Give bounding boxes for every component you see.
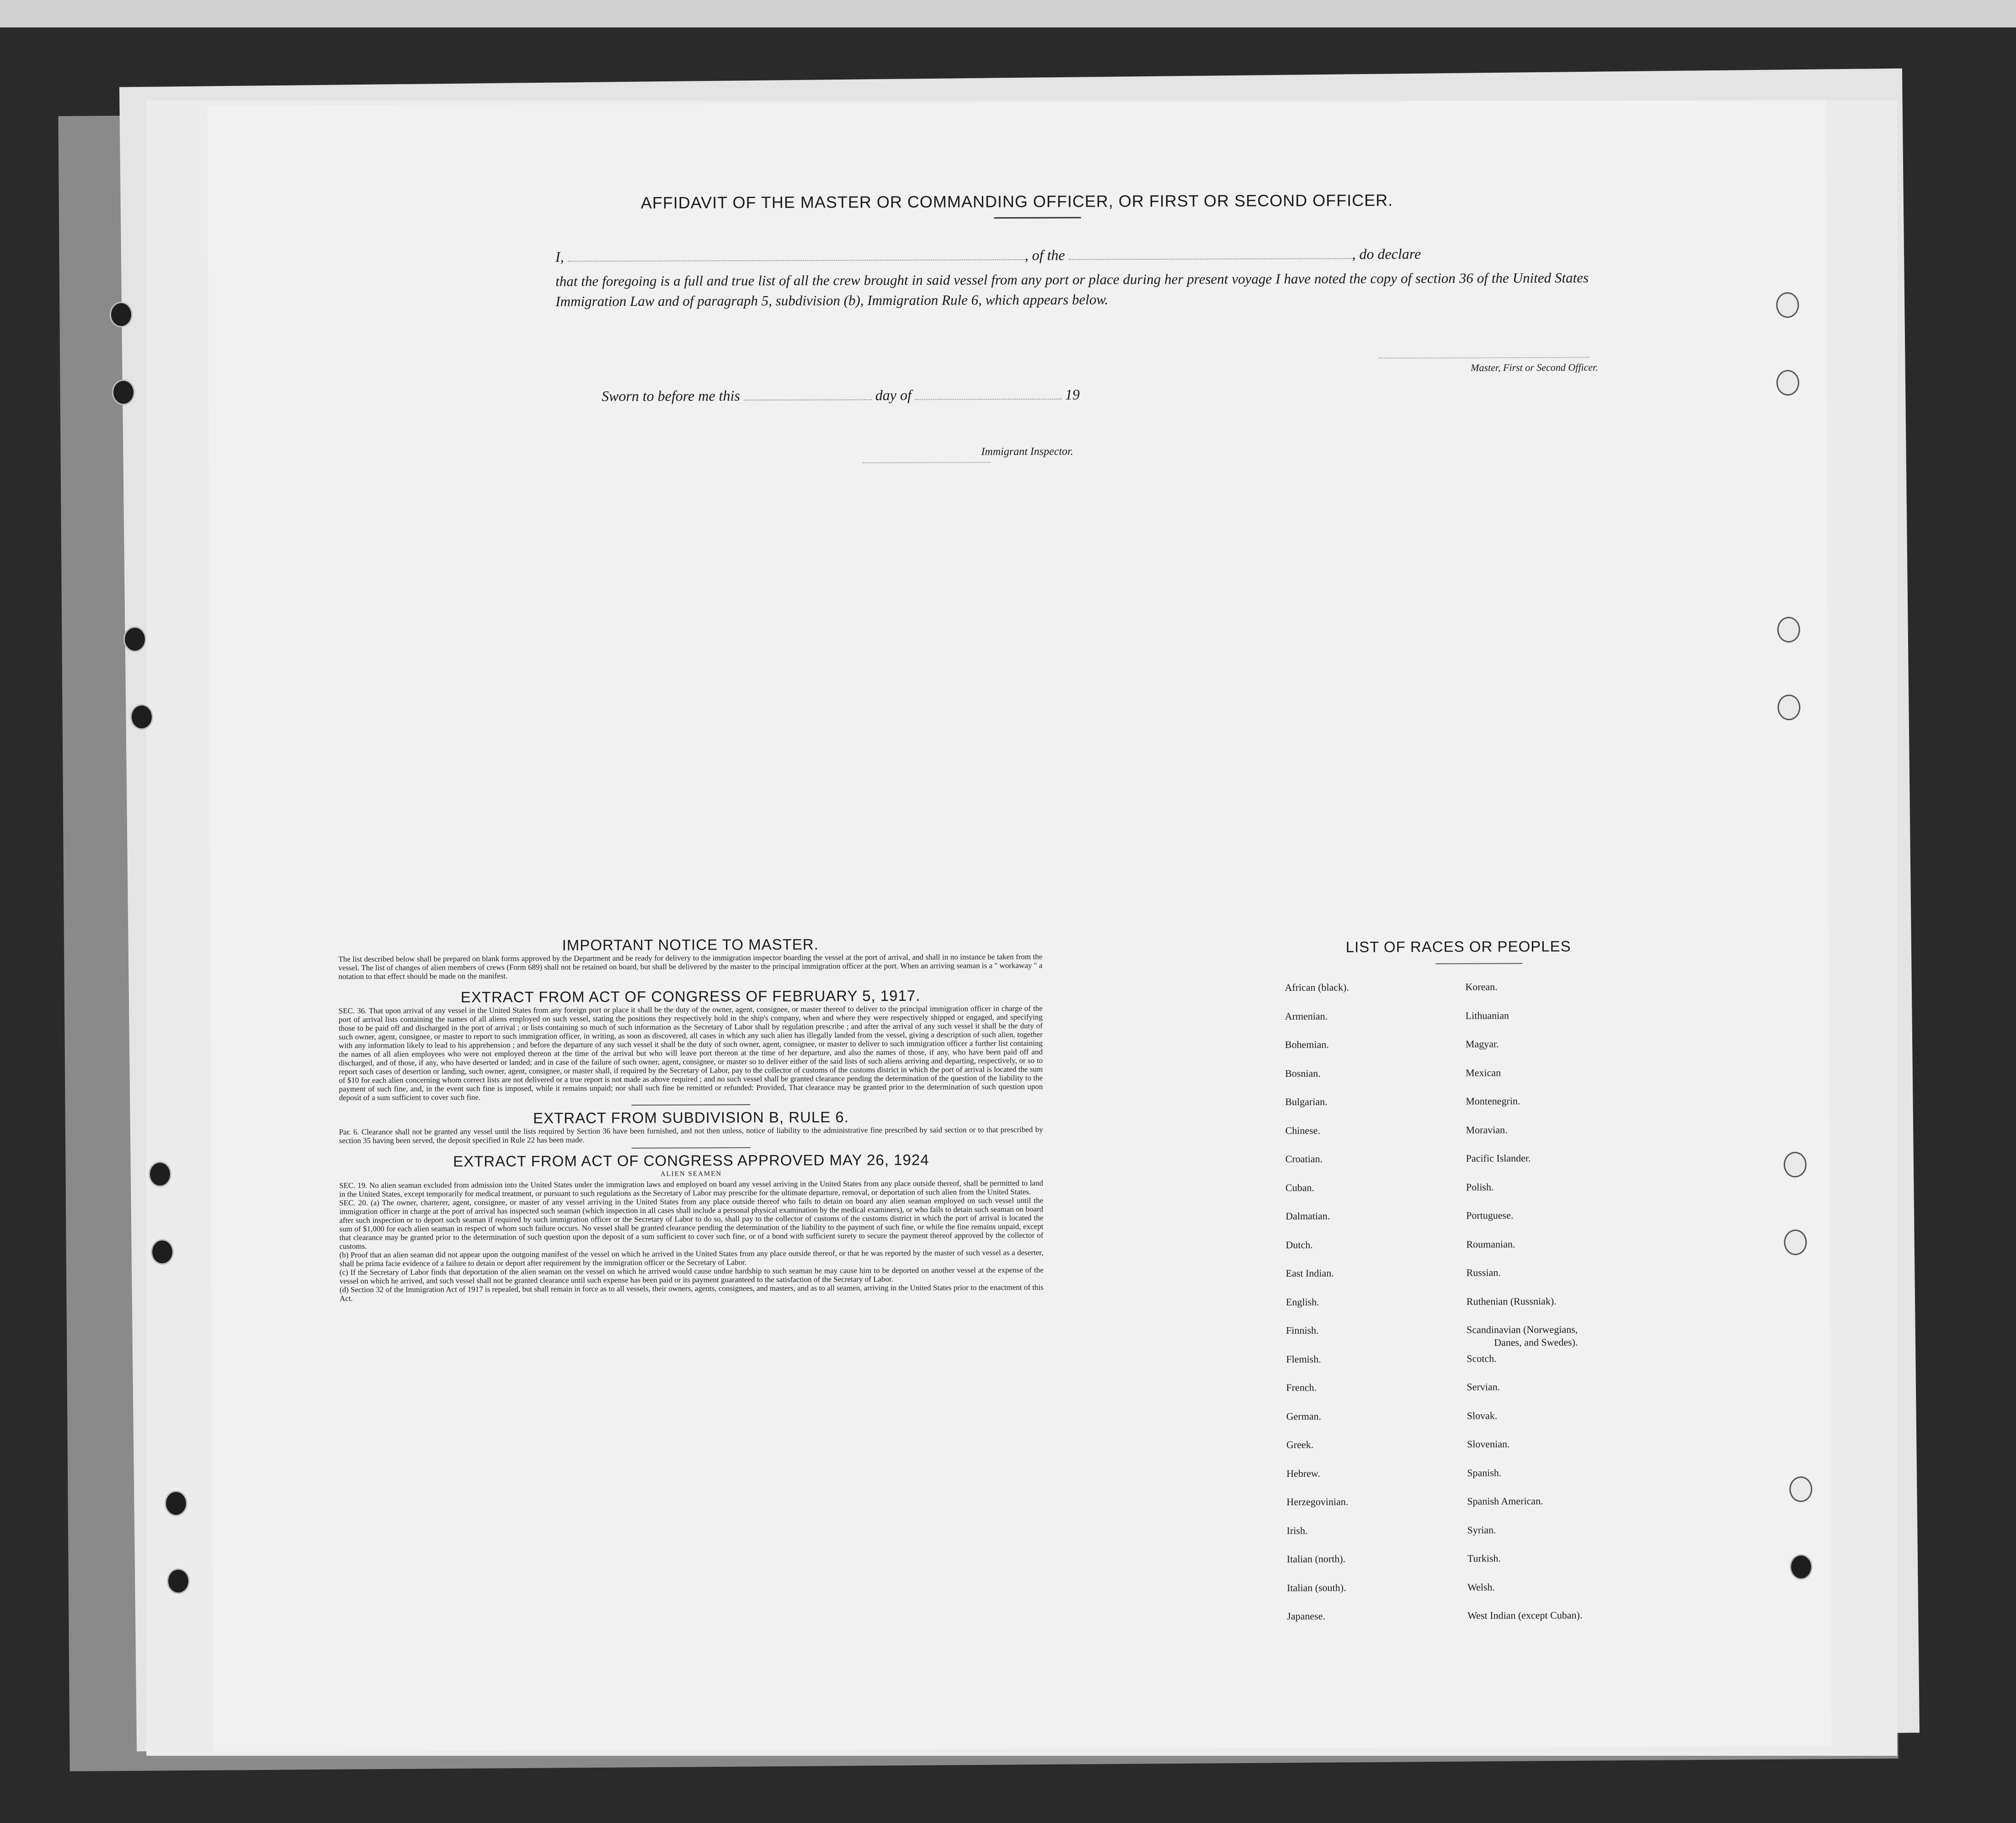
race-item: Bohemian. bbox=[1285, 1038, 1329, 1050]
punch-hole bbox=[149, 1161, 171, 1187]
race-item: Herzegovinian. bbox=[1286, 1496, 1349, 1508]
race-item: Servian. bbox=[1467, 1381, 1500, 1393]
sec19-text: SEC. 19. No alien seaman excluded from admission into the United States under the immigration laws and employed on board any vessel arriving in the United States from any place outside thereof, shall be permitted to land in the United States, except temporarily for medical treatment, or pursuant to such regulations as the Secretary of Labor may prescribe for the ultimate departure, removal, or deportation of such alien from the United States. bbox=[339, 1178, 1043, 1199]
punch-hole bbox=[1776, 370, 1799, 396]
race-item: Lithuanian bbox=[1465, 1009, 1509, 1021]
signature-label: Master, First or Second Officer. bbox=[1471, 361, 1598, 374]
race-item: Magyar. bbox=[1465, 1038, 1499, 1050]
punch-hole bbox=[165, 1491, 187, 1516]
punch-hole bbox=[1776, 292, 1799, 318]
divider bbox=[631, 1104, 750, 1106]
vessel-field[interactable] bbox=[1068, 246, 1352, 260]
extract2-text: Par. 6. Clearance shall not be granted any vessel until the lists required by Section 36 have been furnished, and not then unless, notice of liability to the administrative fine prescribed by said section or to that prescribed by section 35 having been served, the deposit specified in Rule 22 has been made. bbox=[339, 1125, 1043, 1145]
race-item: Dutch. bbox=[1285, 1239, 1313, 1251]
race-item: Portuguese. bbox=[1466, 1209, 1514, 1221]
divider bbox=[632, 1147, 751, 1149]
race-item: Scandinavian (Norwegians, bbox=[1467, 1323, 1578, 1336]
inspector-signature-field[interactable] bbox=[862, 462, 990, 463]
declaration-text: that the foregoing is a full and true list of all the crew brought in said vessel from any port or place during her present voyage I have noted the copy of section 36 of the United States Immigration Law and of paragraph 5, subdivision (b), Immigration Rule 6, which appears below. bbox=[555, 269, 1589, 310]
race-item: Montenegrin. bbox=[1466, 1095, 1520, 1107]
form-page bbox=[208, 100, 1832, 1752]
race-item: Bulgarian. bbox=[1285, 1096, 1328, 1107]
extract3-subtitle: ALIEN SEAMEN bbox=[660, 1170, 722, 1178]
punch-hole bbox=[130, 704, 153, 730]
affidavit-title: AFFIDAVIT OF THE MASTER OR COMMANDING OFFICER, OR FIRST OR SECOND OFFICER. bbox=[640, 191, 1393, 212]
punch-hole bbox=[1784, 1152, 1807, 1177]
punch-hole bbox=[1789, 1476, 1812, 1502]
day-of-label: day of bbox=[875, 386, 912, 404]
day-field[interactable] bbox=[744, 388, 872, 401]
race-item: Korean. bbox=[1465, 981, 1498, 993]
punch-hole bbox=[151, 1239, 174, 1265]
race-item: Roumanian. bbox=[1466, 1238, 1515, 1250]
race-item: Ruthenian (Russniak). bbox=[1466, 1295, 1557, 1307]
scanner-frame-top bbox=[0, 0, 2016, 27]
punch-hole bbox=[123, 626, 146, 652]
name-field[interactable] bbox=[567, 247, 1024, 262]
race-item: Moravian. bbox=[1466, 1123, 1508, 1136]
extract1-text: SEC. 36. That upon arrival of any vessel in the United States from any foreign port or place it shall be the duty of the owner, agent, consignee, or master thereof to deliver to the principal immigration officer in charge of the port of arrival lists containing the names of all aliens employed on such vessel, stating the positions they respectively hold in the ship's company, when and where they were respectively shipped or engaged, and specifying those to be paid off and discharged in the port of arrival ; or lists containing so much of such information as the Secretary of Labor shall by regulation prescribe ; and after the arrival of any such vessel it shall be the duty of such owner, agent, consignee, or master to report to such immigration officer, in writing, as soon as discovered, all cases in which any such alien has illegally landed from the vessel, giving a description of such alien, together with any information likely to lead to his apprehension ; and before the departure of any such vessel it shall be the duty of such owner, agent, consignee, or master to deliver to such immigration officer a further list containing the names of all alien employees who were not employed thereon at the time of the arrival but who will leave port thereon at the time of her departure, and also the names of those, if any, who have been paid off and discharged, and of those, if any, who have deserted or landed; and in case of the failure of such owner, agent, consignee, or master so to deliver either of the said lists of such aliens arriving and departing, respectively, or so to report such cases of desertion or landing, such owner, agent, consignee, or master shall, if required by the Secretary of Labor, pay to the collector of customs of the customs district in which the port of arrival is located the sum of $10 for each alien concerning whom correct lists are not delivered or a true report is not made as above required ; and no such vessel shall be granted clearance pending the determination of the question of the liability to the payment of such fine, and, in the event such fine is imposed, while it remains unpaid; nor shall such fine be remitted or refunded: Provided, That clearance may be granted prior to the determination of such question upon deposit of a sum sufficient to cover such fine. bbox=[338, 1004, 1043, 1102]
notice-column bbox=[338, 935, 1044, 1303]
race-item: Turkish. bbox=[1467, 1552, 1501, 1564]
divider bbox=[1435, 963, 1522, 964]
sec20d-text: (d) Section 32 of the Immigration Act of 1917 is repealed, but shall remain in force as to all vessels, their owners, agents, consignees, and masters, and as to all seamen, arriving in the United States prior to the enactment of this Act. bbox=[339, 1283, 1044, 1303]
race-item: Welsh. bbox=[1467, 1581, 1495, 1593]
declaration-end: , do declare bbox=[1352, 245, 1421, 262]
race-item: French. bbox=[1286, 1381, 1317, 1393]
race-item: German. bbox=[1286, 1410, 1322, 1422]
race-item: Slovenian. bbox=[1467, 1438, 1510, 1450]
notice-title: IMPORTANT NOTICE TO MASTER. bbox=[562, 936, 819, 954]
extract3-title: EXTRACT FROM ACT OF CONGRESS APPROVED MAY 26, 1924 bbox=[453, 1151, 929, 1170]
punch-hole bbox=[1784, 1230, 1807, 1255]
race-item: Spanish American. bbox=[1467, 1495, 1543, 1507]
punch-hole bbox=[112, 380, 135, 405]
year-label: 19 bbox=[1065, 386, 1080, 403]
race-item: Finnish. bbox=[1286, 1324, 1319, 1336]
punch-hole bbox=[1777, 695, 1800, 720]
race-item: Bosnian. bbox=[1285, 1067, 1321, 1079]
punch-hole bbox=[110, 302, 133, 327]
notice-text: The list described below shall be prepared on blank forms approved by the Department and be ready for delivery to the immigration inspector boarding the vessel at the port of arrival, and shall in no instance be taken from the vessel. The list of changes of alien members of crews (Form 689) shall not be retained on board, but shall be delivered by the master to the principal immigration officer at the port. When an arriving seaman is a " workaway " a notation to that effect should be made on the manifest. bbox=[338, 952, 1043, 981]
sec20b-text: (b) Proof that an alien seaman did not appear upon the outgoing manifest of the vessel on which he arrived in the United States from any place outside thereof, or that he was reported by the master of such vessel as a deserter, shall be prima facie evidence of a failure to detain or deport after requirement by the immigration officer or the Secretary of Labor. bbox=[339, 1248, 1044, 1268]
race-item: Hebrew. bbox=[1286, 1467, 1320, 1479]
declaration-mid: , of the bbox=[1024, 246, 1065, 263]
race-item: Armenian. bbox=[1285, 1010, 1328, 1022]
race-item: Chinese. bbox=[1285, 1124, 1320, 1136]
race-item: Danes, and Swedes). bbox=[1494, 1336, 1578, 1348]
race-item: Mexican bbox=[1466, 1066, 1501, 1079]
race-item: Italian (south). bbox=[1287, 1582, 1346, 1593]
extract2-title: EXTRACT FROM SUBDIVISION B, RULE 6. bbox=[533, 1108, 849, 1127]
race-item: Pacific Islander. bbox=[1466, 1152, 1531, 1164]
race-item: Cuban. bbox=[1285, 1181, 1314, 1193]
race-item: Slovak. bbox=[1467, 1409, 1498, 1422]
race-item: Croatian. bbox=[1285, 1153, 1323, 1165]
declaration-line bbox=[555, 245, 1575, 266]
sworn-label: Sworn to before me this bbox=[601, 387, 740, 405]
race-item: Scotch. bbox=[1467, 1352, 1497, 1364]
race-item: East Indian. bbox=[1285, 1267, 1334, 1279]
signature-field[interactable] bbox=[1379, 357, 1589, 359]
punch-hole bbox=[167, 1568, 190, 1594]
month-field[interactable] bbox=[915, 388, 1061, 400]
declaration-start: I, bbox=[555, 248, 564, 265]
race-item: Flemish. bbox=[1286, 1353, 1321, 1365]
race-item: Irish. bbox=[1286, 1524, 1308, 1536]
punch-hole bbox=[1790, 1554, 1813, 1580]
race-item: African (black). bbox=[1285, 981, 1349, 993]
race-item: Japanese. bbox=[1287, 1610, 1326, 1622]
race-item: Dalmatian. bbox=[1285, 1210, 1330, 1222]
race-item: English. bbox=[1285, 1296, 1319, 1308]
sec20c-text: (c) If the Secretary of Labor finds that deportation of the alien seaman on the vessel on which he arrived would cause undue hardship to such seaman he may cause him to be deported on another vessel at the expense of the vessel on which he arrived, and such vessel shall not be granted clearance until such expense has been paid or its payment guaranteed to the satisfaction of the Secretary of Labor. bbox=[339, 1265, 1044, 1286]
race-item: Italian (north). bbox=[1286, 1553, 1346, 1565]
sec20a-text: SEC. 20. (a) The owner, charterer, agent, consignee, or master of any vessel arriving in the United States from any place outside thereof who fails to detain on board any alien seaman employed on such vessel until the immigration officer in charge at the port of arrival has inspected such seaman (which inspection in all cases shall include a personal physical examination by the medical examiners), or who fails to detain such seaman on board after such inspection or to deport such seaman if required by such immigration officer or the Secretary of Labor to do so, shall pay to the collector of customs of the customs district in which the port of arrival is located the sum of $1,000 for each alien seaman in respect of whom such failure occurs. No vessel shall be granted clearance pending the determination of the liability to the payment of such fine, or while the fine remains unpaid, except that clearance may be granted prior to the determination of such question upon the deposit of a sum sufficient to cover such fine, or of a bond with sufficient surety to secure the payment thereof approved by the collector of customs. bbox=[339, 1196, 1044, 1251]
race-item: Polish. bbox=[1466, 1181, 1494, 1193]
race-item: Spanish. bbox=[1467, 1466, 1502, 1479]
races-title: LIST OF RACES OR PEOPLES bbox=[1345, 937, 1571, 956]
race-item: Syrian. bbox=[1467, 1524, 1496, 1536]
inspector-label: Immigrant Inspector. bbox=[981, 445, 1073, 458]
race-item: Greek. bbox=[1286, 1438, 1314, 1450]
race-item: Russian. bbox=[1466, 1267, 1501, 1278]
divider bbox=[994, 217, 1081, 219]
race-item: West Indian (except Cuban). bbox=[1467, 1609, 1583, 1621]
sworn-line bbox=[602, 385, 1242, 405]
punch-hole bbox=[1777, 617, 1800, 642]
extract1-title: EXTRACT FROM ACT OF CONGRESS OF FEBRUARY 5, 1917. bbox=[460, 987, 921, 1006]
